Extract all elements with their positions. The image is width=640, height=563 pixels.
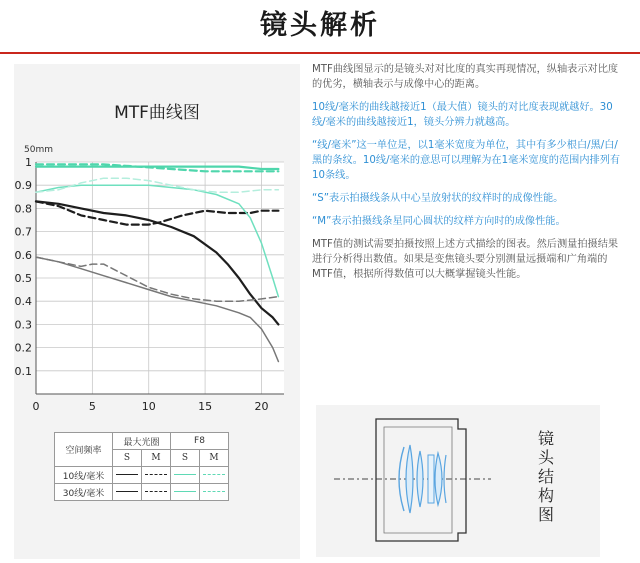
x-tick-label: 20: [254, 400, 269, 413]
legend-swatch-max-30-m: [145, 491, 167, 492]
legend-m-header: M: [142, 450, 171, 467]
x-tick-label: 10: [141, 400, 156, 413]
paragraph-lpmm-meaning: 10线/毫米的曲线越接近1（最大值）镜头的对比度表现就越好。30线/毫米的曲线越接近1，镜头分辨力就越高。: [312, 102, 613, 128]
legend-s-header: S: [113, 450, 142, 467]
lens-structure-diagram: [316, 405, 526, 557]
y-tick-label: 0.9: [14, 179, 32, 193]
paragraph-m-meaning: “M”表示拍摄线条星同心圆状的纹样方向时的成像性能。: [312, 216, 566, 227]
legend-group-f8: F8: [171, 433, 229, 450]
chart-legend: [54, 432, 229, 501]
x-tick-label: 15: [198, 400, 213, 413]
legend-swatch-f8-30-s: [174, 491, 196, 492]
legend-col-label: 空间频率: [55, 433, 113, 467]
page-title: 镜头解析: [260, 10, 380, 41]
mtf-chart: [14, 64, 300, 424]
y-tick-label: 0.8: [14, 202, 32, 216]
y-tick-label: 0.5: [14, 272, 32, 285]
paragraph-mtf-testing: MTF值的测试需要拍摄按照上述方式描绘的图表。然后测量拍摄结果进行分析得出数值。如果是变焦镜头要分别测量远摄端和广角端的MTF值，根据所得数值可以大概掌握镜头性能。: [312, 239, 619, 280]
paragraph-lpmm-unit: “线/毫米”这一单位是，以1毫米宽度为单位，其中有多少根白/黑/白/黑的条纹。10线/毫米的意思可以理解为在1毫米宽度的范围内排列有10条线。: [312, 140, 621, 181]
y-tick-label: 0.3: [14, 318, 32, 332]
legend-m-header: M: [200, 450, 229, 467]
legend-swatch-max-30-s: [116, 491, 138, 492]
y-tick-label: 0.6: [14, 248, 32, 262]
y-axis-label: 50mm: [24, 145, 53, 155]
legend-row-10lpmm: 10线/毫米: [55, 467, 113, 484]
legend-swatch-f8-10-s: [174, 474, 196, 475]
mtf-chart-panel: [14, 64, 300, 559]
legend-swatch-f8-30-m: [203, 491, 225, 492]
y-tick-label: 0.1: [14, 364, 32, 378]
lens-structure-panel: [316, 405, 600, 557]
x-tick-label: 5: [88, 400, 96, 413]
paragraph-s-meaning: “S”表示拍摄线条从中心呈放射状的纹样时的成像性能。: [312, 193, 564, 204]
explanation-text: [312, 62, 626, 290]
y-tick-label: 0.2: [14, 341, 32, 355]
lens-structure-label: 镜头结构图: [537, 429, 554, 524]
x-tick-label: 0: [32, 400, 40, 413]
legend-group-max-aperture: 最大光圈: [113, 433, 171, 450]
paragraph-mtf-intro: MTF曲线图显示的是镜头对对比度的真实再现情况，纵轴表示对比度的优劣，横轴表示与成像中心的距离。: [312, 64, 619, 90]
chart-title: MTF曲线图: [114, 103, 200, 123]
header-divider: [0, 52, 640, 54]
y-tick-label: 0.4: [14, 295, 32, 309]
legend-swatch-max-10-s: [116, 474, 138, 475]
page-header: [0, 0, 640, 54]
legend-row-30lpmm: 30线/毫米: [55, 484, 113, 501]
legend-s-header: S: [171, 450, 200, 467]
legend-swatch-f8-10-m: [203, 474, 225, 475]
legend-swatch-max-10-m: [145, 474, 167, 475]
y-tick-label: 0.7: [14, 225, 32, 239]
y-tick-label: 1: [25, 156, 32, 169]
